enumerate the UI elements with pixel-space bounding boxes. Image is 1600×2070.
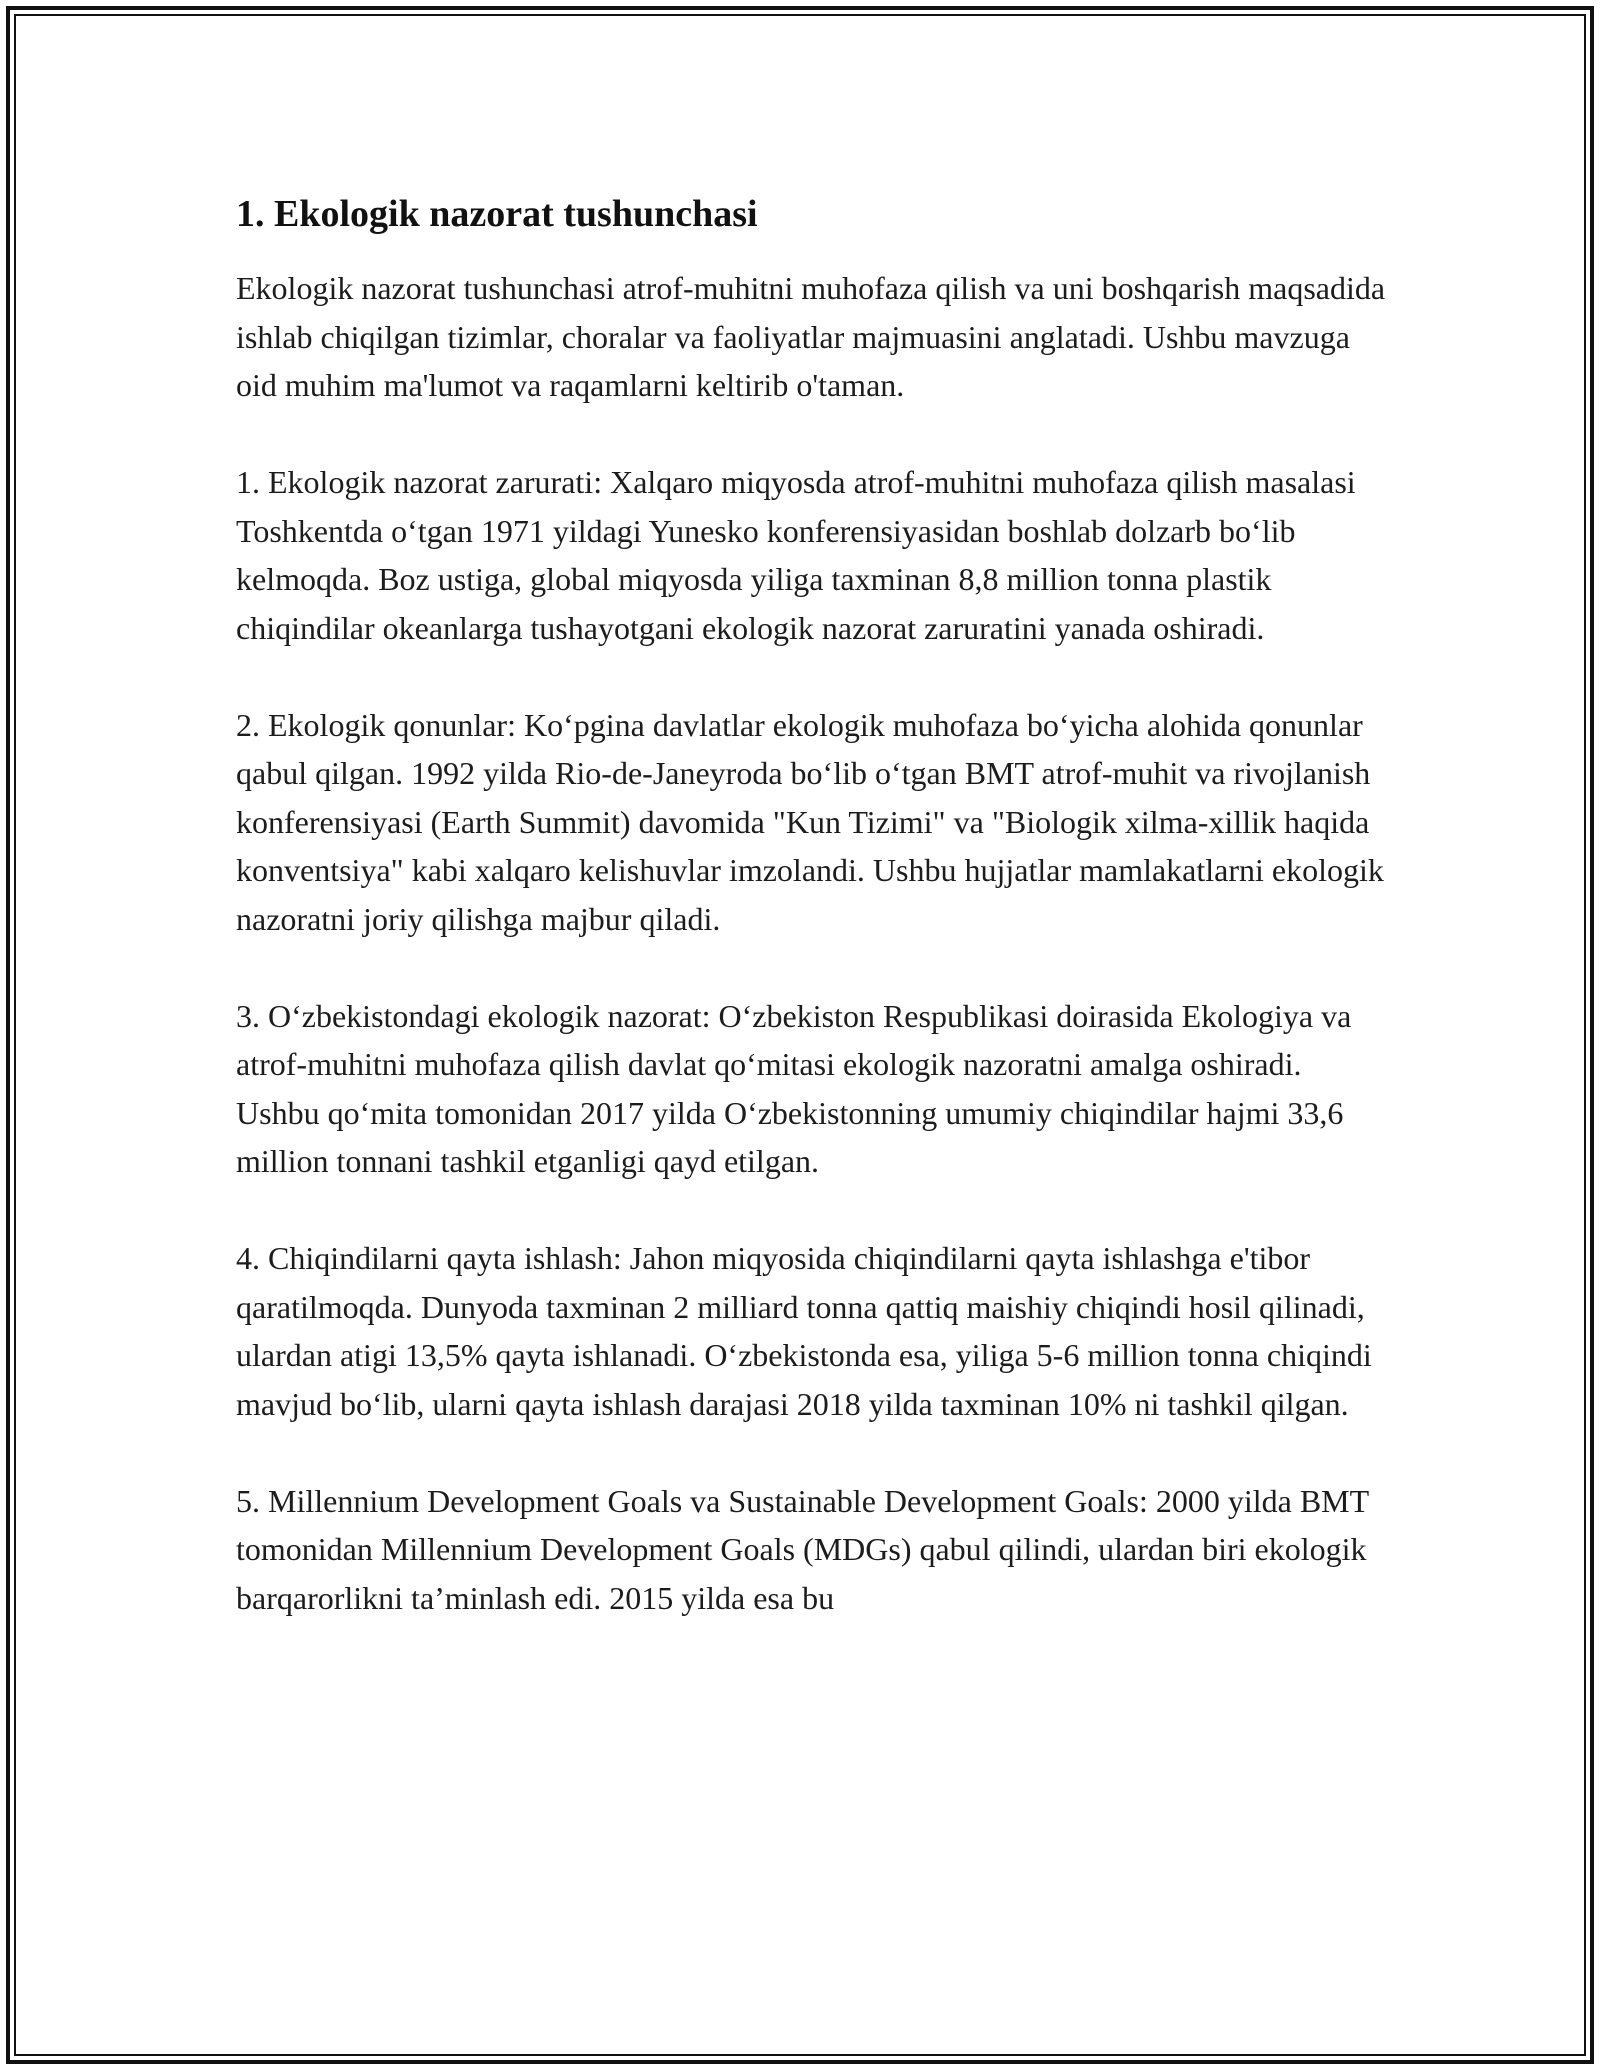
paragraph-uzbekistan-ecological-control: 3. Oʻzbekistondagi ekologik nazorat: Oʻzbekiston Respublikasi doirasida Ekologiya va atrof-muhitni muhofaza qilish davlat qoʻmitasi ekologik nazoratni amalga oshiradi. Ushbu qoʻmita tomonidan 2017 yilda Oʻzbekistonning umumiy chiqindilar hajmi 33,6 million tonnani tashkil etganligi qayd etilgan. — [236, 997, 1352, 1179]
paragraph-ecological-laws: 2. Ekologik qonunlar: Koʻpgina davlatlar ekologik muhofaza boʻyicha alohida qonunlar qabul qilgan. 1992 yilda Rio-de-Janeyroda boʻlib oʻtgan BMT atrof-muhit va rivojlanish konferensiyasi (Earth Summit) davomida "Kun Tizimi" va "Biologik xilma-xillik haqida konventsiya" kabi xalqaro kelishuvlar imzolandi. Ushbu hujjatlar mamlakatlarni ekologik nazoratni joriy qilishga majbur qiladi. — [236, 706, 1384, 937]
paragraph-development-goals: 5. Millennium Development Goals va Sustainable Development Goals: 2000 yilda BMT tomonidan Millennium Development Goals (MDGs) qabul qilindi, ulardan biri ekologik barqarorlikni taʼminlash edi. 2015 yilda esa bu — [236, 1482, 1369, 1616]
paragraph-waste-recycling: 4. Chiqindilarni qayta ishlash: Jahon miqyosida chiqindilarni qayta ishlashga e'tibor qaratilmoqda. Dunyoda taxminan 2 milliard tonna qattiq maishiy chiqindi hosil qilinadi, ulardan atigi 13,5% qayta ishlanadi. Oʻzbekistonda esa, yiliga 5-6 million tonna chiqindi mavjud boʻlib, ularni qayta ishlash darajasi 2018 yilda taxminan 10% ni tashkil qilgan. — [236, 1240, 1372, 1422]
section-heading: 1. Ekologik nazorat tushunchasi — [236, 193, 758, 235]
intro-paragraph: Ekologik nazorat tushunchasi atrof-muhitni muhofaza qilish va uni boshqarish maqsadida ishlab chiqilgan tizimlar, choralar va faoliyatlar majmuasini anglatadi. Ushbu mavzuga oid muhim ma'lumot va raqamlarni keltirib o'taman. — [236, 270, 1386, 403]
document-body — [236, 186, 1386, 1671]
paragraph-ecological-control-necessity: 1. Ekologik nazorat zarurati: Xalqaro miqyosda atrof-muhitni muhofaza qilish masalasi Toshkentda oʻtgan 1971 yildagi Yunesko konferensiyasidan boshlab dolzarb boʻlib kelmoqda. Boz ustiga, global miqyosda yiliga taxminan 8,8 million tonna plastik chiqindilar okeanlarga tushayotgani ekologik nazorat zaruratini yanada oshiradi. — [236, 464, 1356, 646]
